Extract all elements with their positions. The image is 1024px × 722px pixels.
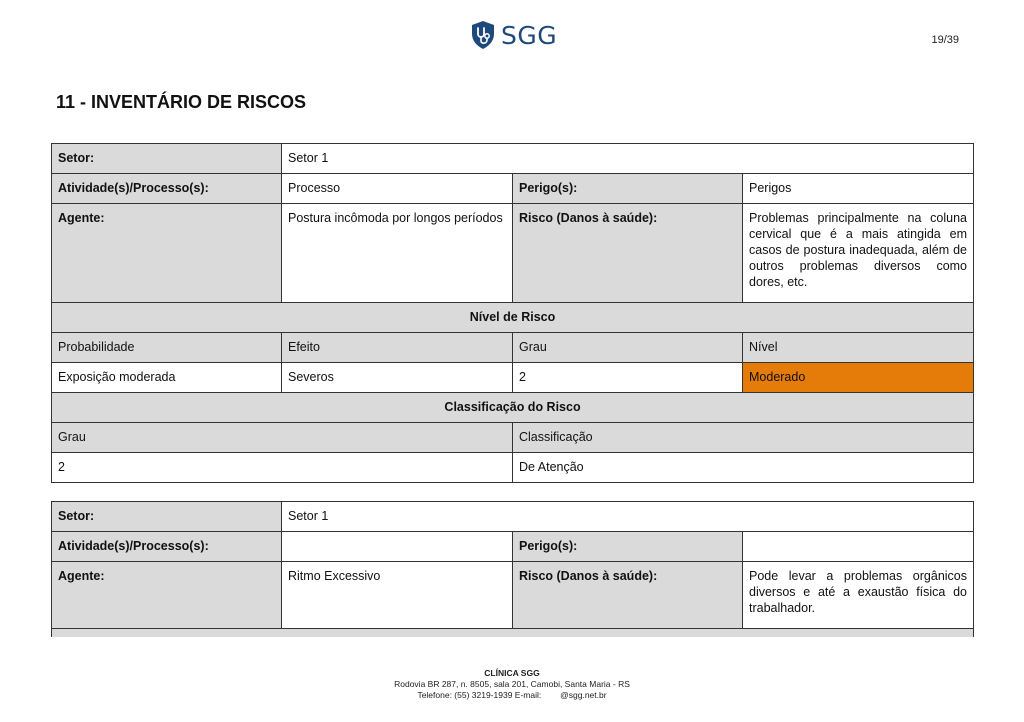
classificacao-risco-title: Classificação do Risco xyxy=(52,393,974,423)
risk-table-2 xyxy=(51,501,974,648)
risco-value: Problemas principalmente na coluna cervical que é a mais atingida em casos de postura inadequada, além de outros problemas diversos como dores, etc. xyxy=(743,204,974,303)
agente-label: Agente: xyxy=(52,562,282,629)
atividade-value xyxy=(282,532,513,562)
classificacao-header-grau: Grau xyxy=(52,423,513,453)
classificacao-header-classificacao: Classificação xyxy=(513,423,974,453)
shield-stethoscope-icon xyxy=(471,20,495,50)
agente-value: Ritmo Excessivo xyxy=(282,562,513,629)
footer-contact: Telefone: (55) 3219-1939 E-mail: @sgg.net.br xyxy=(417,690,607,700)
sgg-logo xyxy=(471,20,557,50)
section-title: 11 - INVENTÁRIO DE RISCOS xyxy=(56,92,307,112)
risco-label: Risco (Danos à saúde): xyxy=(513,204,743,303)
perigo-value: Perigos xyxy=(743,174,974,204)
page-number: 19/39 xyxy=(931,34,959,46)
perigo-label: Perigo(s): xyxy=(513,174,743,204)
classificacao-value-classificacao: De Atenção xyxy=(513,453,974,483)
atividade-value: Processo xyxy=(282,174,513,204)
nivel-risco-title: Nível de Risco xyxy=(52,303,974,333)
nivel-header-efeito: Efeito xyxy=(282,333,513,363)
perigo-label: Perigo(s): xyxy=(513,532,743,562)
nivel-value-grau: 2 xyxy=(513,363,743,393)
nivel-value-probabilidade: Exposição moderada xyxy=(52,363,282,393)
atividade-label: Atividade(s)/Processo(s): xyxy=(52,532,282,562)
risco-label: Risco (Danos à saúde): xyxy=(513,562,743,629)
setor-value: Setor 1 xyxy=(282,502,974,532)
nivel-value-efeito: Severos xyxy=(282,363,513,393)
nivel-header-probabilidade: Probabilidade xyxy=(52,333,282,363)
setor-label: Setor: xyxy=(52,502,282,532)
risk-table-1 xyxy=(51,143,974,483)
agente-value: Postura incômoda por longos períodos xyxy=(282,204,513,303)
nivel-header-grau: Grau xyxy=(513,333,743,363)
footer-name: CLÍNICA SGG xyxy=(484,668,540,678)
nivel-value-nivel: Moderado xyxy=(743,363,974,393)
logo-text: SGG xyxy=(501,20,558,50)
classificacao-value-grau: 2 xyxy=(52,453,513,483)
perigo-value xyxy=(743,532,974,562)
risco-value: Pode levar a problemas orgânicos diversos e até a exaustão física do trabalhador. xyxy=(743,562,974,629)
footer xyxy=(0,668,1024,701)
atividade-label: Atividade(s)/Processo(s): xyxy=(52,174,282,204)
nivel-header-nivel: Nível xyxy=(743,333,974,363)
agente-label: Agente: xyxy=(52,204,282,303)
footer-address: Rodovia BR 287, n. 8505, sala 201, Camobi, Santa Maria - RS xyxy=(394,679,630,689)
setor-value: Setor 1 xyxy=(282,144,974,174)
setor-label: Setor: xyxy=(52,144,282,174)
page-bottom-margin xyxy=(0,637,1024,657)
